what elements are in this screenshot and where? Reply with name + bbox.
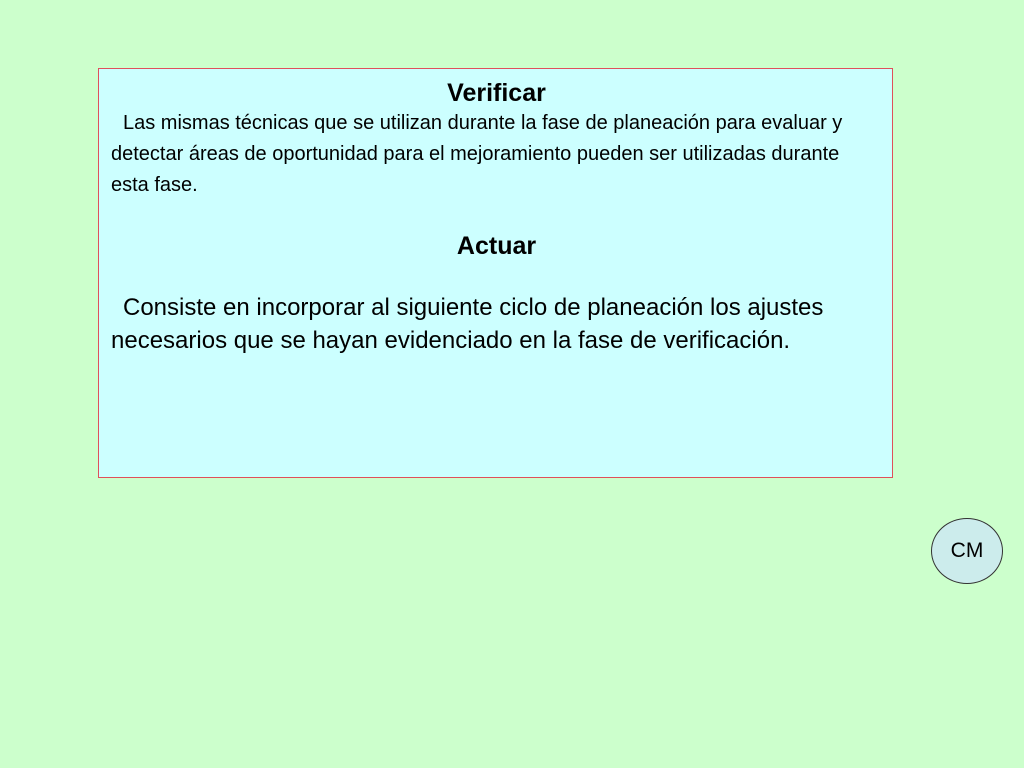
actuar-heading: Actuar xyxy=(456,232,537,260)
content-box xyxy=(98,68,893,478)
verificar-heading: Verificar xyxy=(447,79,546,107)
cm-badge: CM xyxy=(931,518,1003,584)
verificar-paragraph: Las mismas técnicas que se utilizan durante la fase de planeación para evaluar y detectar áreas de oportunidad para el mejoramiento pueden ser utilizadas durante esta fase. xyxy=(111,112,843,196)
actuar-paragraph: Consiste en incorporar al siguiente ciclo de planeación los ajustes necesarios que se hayan evidenciado en la fase de verificación. xyxy=(111,294,824,354)
